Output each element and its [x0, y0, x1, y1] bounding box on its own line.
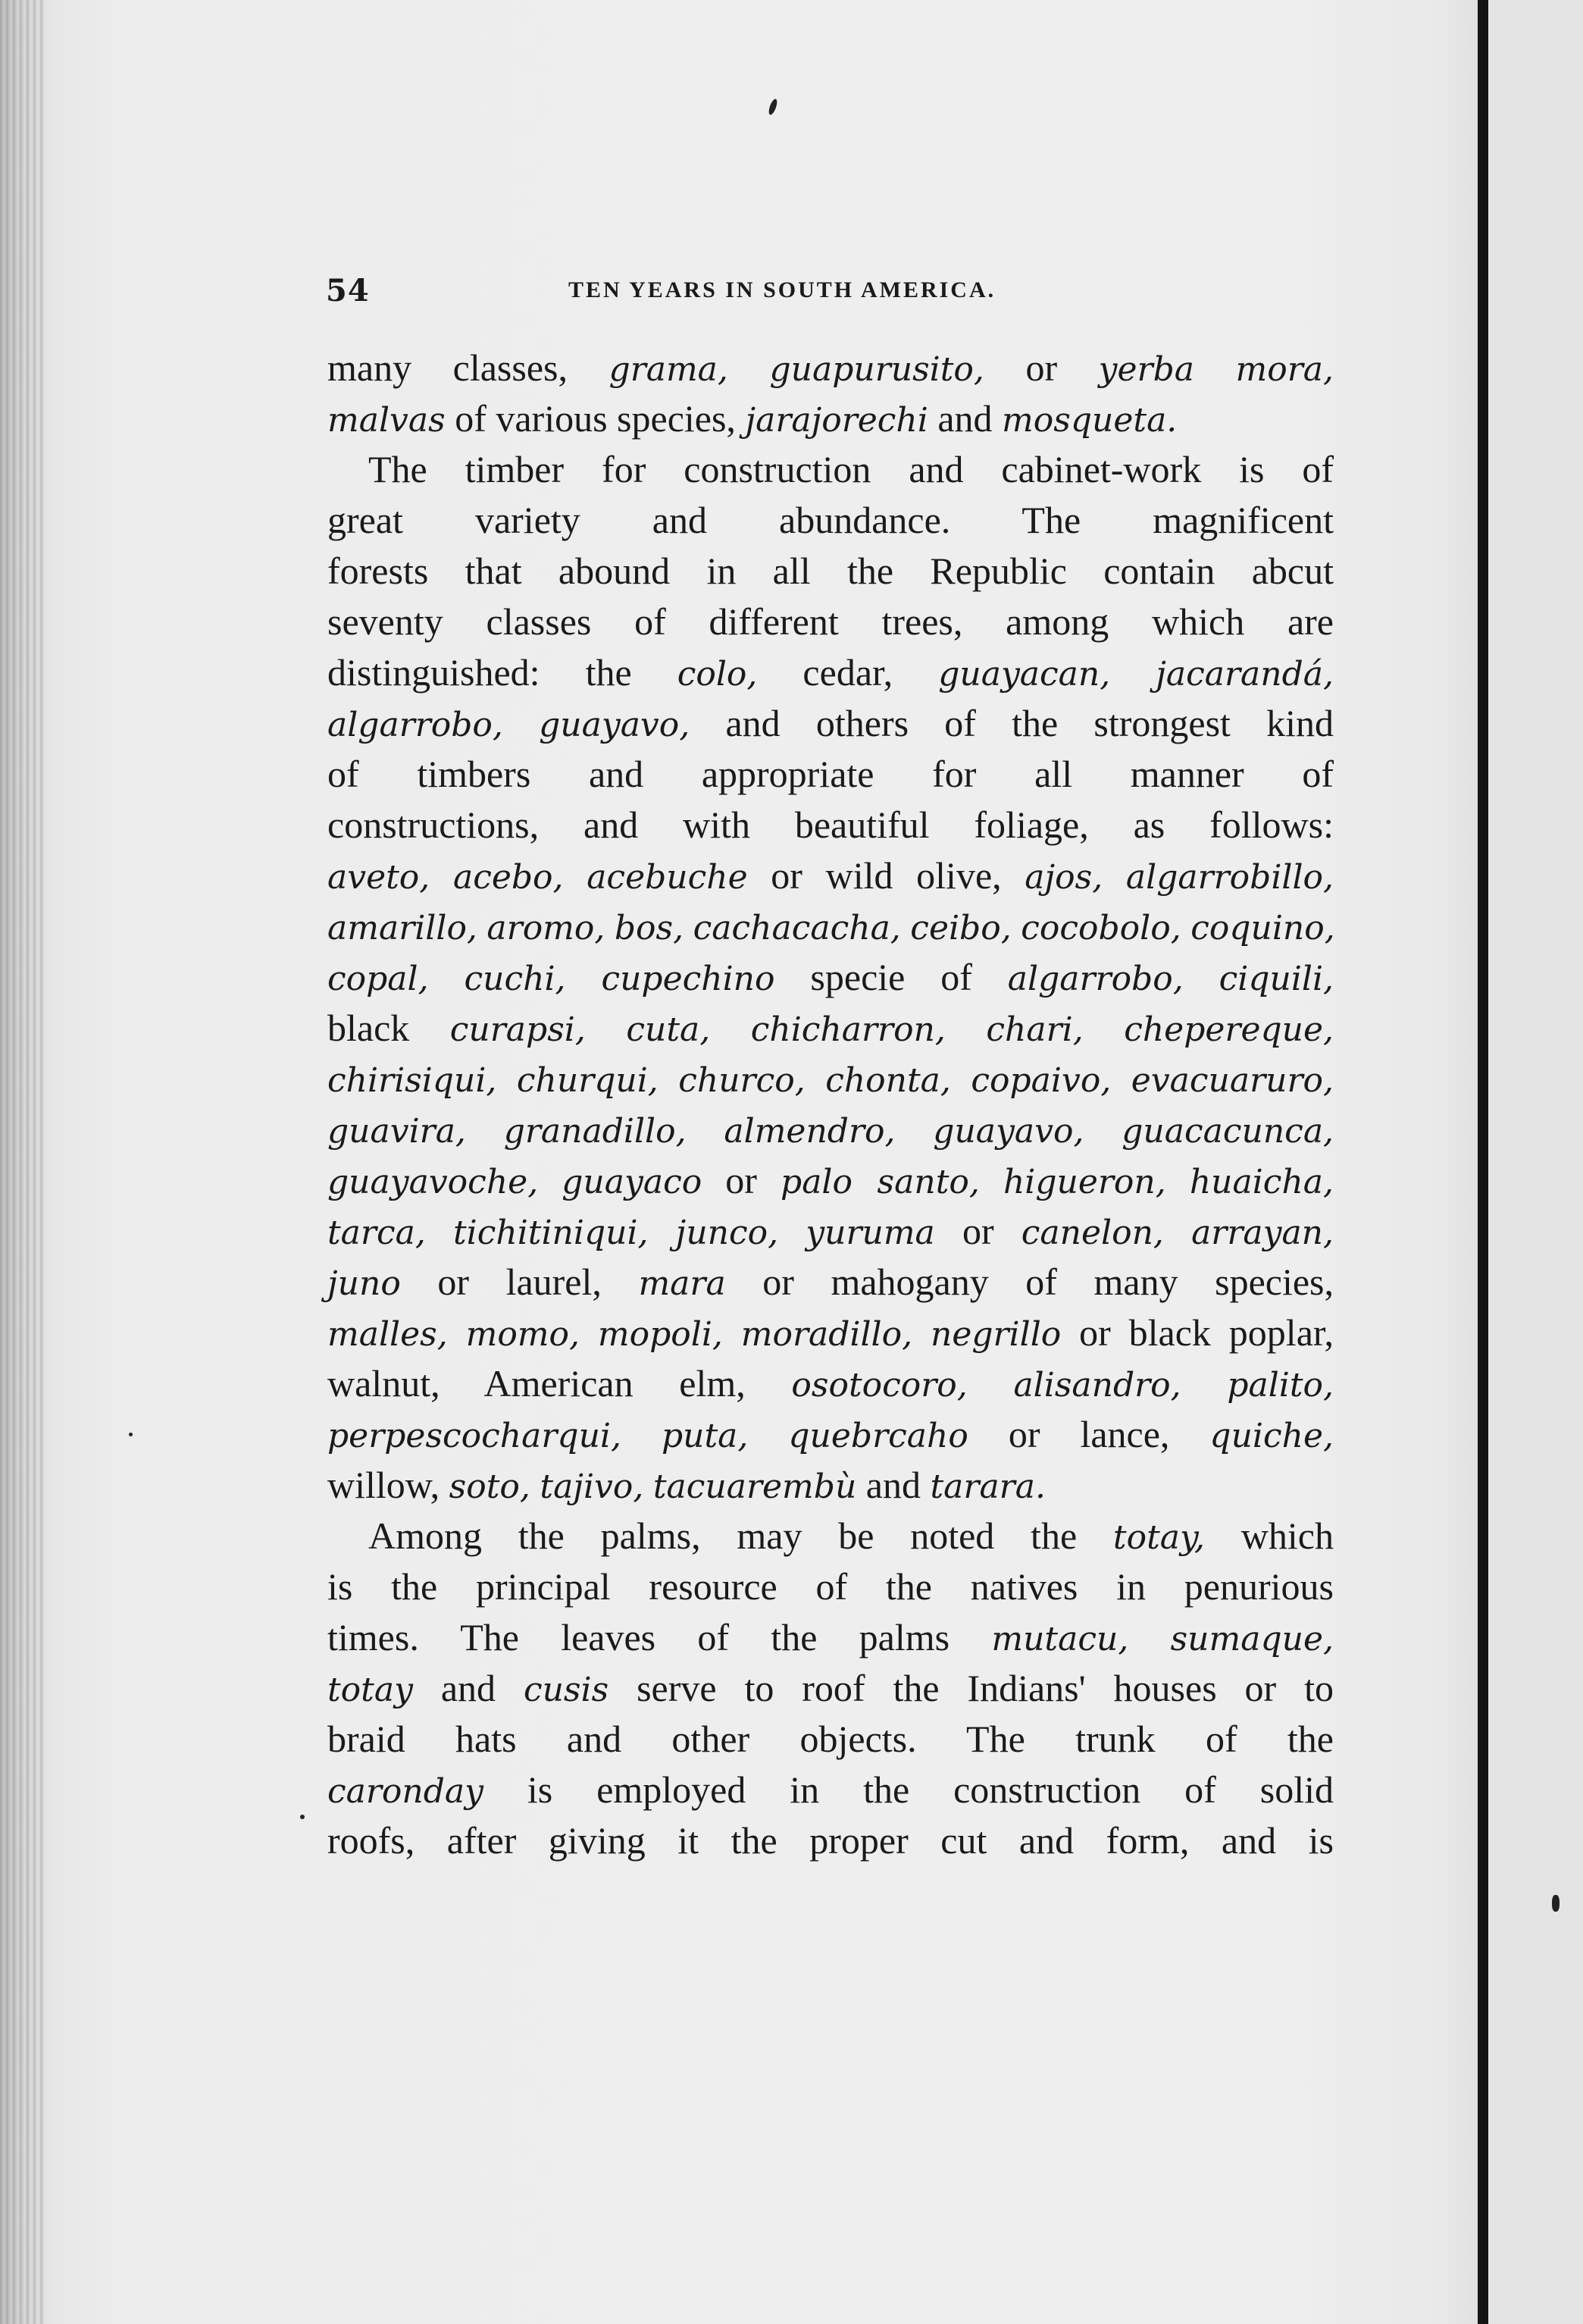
italic-term: jacarandá, [1156, 655, 1334, 694]
italic-term: curapsi, [449, 1010, 586, 1049]
italic-term: tichitiniqui, [452, 1214, 649, 1252]
text-run [951, 1057, 971, 1100]
text-run [895, 1108, 933, 1151]
text-run [1181, 1362, 1228, 1405]
text-run: many classes, [327, 346, 609, 389]
text-run: or laurel, [400, 1261, 639, 1303]
text-line [327, 1561, 1334, 1612]
italic-term: chicharron, [750, 1010, 946, 1049]
italic-term: cupechino [601, 960, 775, 998]
italic-term: quiche, [1209, 1417, 1334, 1455]
italic-term: junco, [675, 1214, 779, 1252]
body-text [327, 343, 1334, 1866]
italic-term: tarara. [930, 1467, 1046, 1506]
ink-speck [1552, 1895, 1560, 1912]
text-run: and [928, 397, 1003, 440]
text-run [968, 1362, 1014, 1405]
text-run [1111, 1057, 1131, 1100]
text-run: or [984, 346, 1099, 389]
text-run [621, 1413, 662, 1455]
text-run [448, 1311, 466, 1354]
text-run: and [412, 1667, 524, 1709]
italic-term: algarrobillo, [1125, 858, 1334, 897]
text-run [564, 854, 587, 897]
text-line [327, 1714, 1334, 1765]
italic-term: juno [327, 1264, 401, 1303]
italic-term: copal, [327, 960, 429, 998]
text-line [327, 393, 1334, 444]
italic-term: algarrobo, [327, 706, 503, 744]
text-run: or wild olive, [747, 854, 1025, 897]
italic-term: aromo, [486, 909, 605, 947]
text-line [327, 698, 1334, 749]
italic-term: algarrobo, [1007, 960, 1184, 998]
italic-term: chonta, [825, 1061, 951, 1100]
text-run: braid hats and other objects. The trunk of the [327, 1718, 1334, 1760]
italic-term: caronday [327, 1772, 483, 1811]
text-run [778, 1210, 806, 1252]
italic-term: totay, [1112, 1518, 1206, 1557]
text-line [327, 800, 1334, 850]
text-run: distinguished: the [327, 651, 677, 694]
text-line [327, 1460, 1334, 1511]
text-run [586, 1007, 627, 1049]
italic-term: soto, [449, 1467, 530, 1506]
text-run [426, 1210, 453, 1252]
text-line [327, 343, 1334, 393]
text-line [327, 1206, 1334, 1257]
italic-term: colo, [677, 655, 758, 694]
text-line [327, 1409, 1334, 1460]
italic-term: yerba [1098, 350, 1194, 389]
text-run: of timbers and appropriate for all manner of [327, 753, 1334, 795]
text-run [901, 905, 911, 947]
text-run [710, 1007, 751, 1049]
text-run: or mahogany of many species, [725, 1261, 1334, 1303]
italic-term: guayavoche, [327, 1163, 539, 1201]
text-run [503, 702, 539, 744]
text-run [1164, 1210, 1191, 1252]
italic-term: bos, [614, 909, 684, 947]
text-run [748, 1413, 788, 1455]
text-run [429, 956, 465, 998]
text-run [643, 1464, 653, 1506]
text-run [1110, 651, 1156, 694]
text-run [1103, 854, 1126, 897]
text-line [327, 901, 1334, 952]
italic-term: palito, [1227, 1366, 1334, 1405]
italic-term: perpescocharqui, [327, 1417, 621, 1455]
text-run: forests that abound in all the Republic contain abcut [327, 550, 1334, 592]
italic-term: cuchi, [464, 960, 566, 998]
text-run [1128, 1616, 1170, 1658]
text-run [477, 905, 487, 947]
text-line [327, 952, 1334, 1003]
italic-term: chirisiqui, [327, 1061, 497, 1100]
italic-term: sumaque, [1170, 1620, 1334, 1658]
text-run [659, 1057, 678, 1100]
text-run: specie of [774, 956, 1008, 998]
text-run: or [934, 1210, 1021, 1252]
running-head: TEN YEARS IN SOUTH AMERICA. [568, 277, 996, 302]
text-run [580, 1311, 598, 1354]
text-run [430, 854, 453, 897]
text-run [1012, 905, 1021, 947]
text-run [496, 1057, 516, 1100]
italic-term: palo santo, [781, 1163, 980, 1201]
text-run: willow, [327, 1464, 449, 1506]
italic-term: canelon, [1021, 1214, 1164, 1252]
text-run [723, 1311, 741, 1354]
italic-term: mutacu, [991, 1620, 1129, 1658]
text-run: is employed in the construction of solid [483, 1768, 1334, 1811]
text-run [538, 1159, 562, 1201]
italic-term: mora, [1235, 350, 1334, 389]
italic-term: momo, [465, 1315, 580, 1354]
text-run: which [1205, 1514, 1334, 1557]
page-number: 54 [326, 273, 370, 309]
text-run [605, 905, 615, 947]
italic-term: ceibo, [910, 909, 1012, 947]
binding-shadow [0, 0, 45, 2324]
text-run: cedar, [757, 651, 939, 694]
text-line [327, 1104, 1334, 1155]
italic-term: cachacacha, [693, 909, 901, 947]
text-line [327, 1003, 1334, 1054]
ink-speck [300, 1815, 305, 1819]
text-run: or lance, [968, 1413, 1210, 1455]
text-run: or [702, 1159, 781, 1201]
text-line [327, 1765, 1334, 1815]
italic-term: mopoli, [597, 1315, 723, 1354]
italic-term: totay [327, 1671, 413, 1709]
facing-page-margin [1488, 0, 1583, 2324]
italic-term: acebo, [452, 858, 564, 897]
text-line [327, 1054, 1334, 1104]
text-run [728, 346, 770, 389]
italic-term: moradillo, [740, 1315, 913, 1354]
text-line [327, 546, 1334, 597]
italic-term: malvas [327, 401, 446, 440]
italic-term: quebrcaho [788, 1417, 968, 1455]
italic-term: almendro, [724, 1112, 896, 1151]
italic-term: arrayan, [1191, 1214, 1334, 1252]
text-run: great variety and abundance. The magnificent [327, 499, 1334, 541]
italic-term: tajivo, [540, 1467, 644, 1506]
text-line [327, 444, 1334, 495]
text-line [327, 1815, 1334, 1866]
italic-term: yuruma [806, 1214, 935, 1252]
page-header [326, 273, 1334, 311]
italic-term: cuta, [626, 1010, 711, 1049]
text-run [912, 1311, 931, 1354]
text-run: black [327, 1007, 450, 1049]
italic-term: negrillo [930, 1315, 1062, 1354]
text-run: is the principal resource of the natives in penurious [327, 1565, 1334, 1608]
text-line [327, 1663, 1334, 1714]
italic-term: tacuarembù [652, 1467, 857, 1506]
text-run: Among the palms, may be noted the [368, 1514, 1113, 1557]
text-run [946, 1007, 987, 1049]
italic-term: osotocoro, [791, 1366, 968, 1405]
text-run [1184, 956, 1219, 998]
text-run [466, 1108, 504, 1151]
text-run [806, 1057, 825, 1100]
italic-term: guayavo, [539, 706, 690, 744]
italic-term: grama, [608, 350, 728, 389]
italic-term: guapurusito, [769, 350, 984, 389]
text-line [327, 1308, 1334, 1358]
italic-term: cusis [523, 1671, 609, 1709]
italic-term: cocobolo, [1021, 909, 1181, 947]
text-run [1166, 1159, 1190, 1201]
text-run: The timber for construction and cabinet-work is of [368, 448, 1334, 490]
italic-term: acebuche [587, 858, 748, 897]
text-run: times. The leaves of the palms [327, 1616, 992, 1658]
italic-term: guayaco [562, 1163, 702, 1201]
italic-term: puta, [661, 1417, 749, 1455]
text-line [327, 749, 1334, 800]
text-line [327, 647, 1334, 698]
text-run [1084, 1108, 1122, 1151]
italic-term: chepereque, [1124, 1010, 1334, 1049]
italic-term: aveto, [327, 858, 430, 897]
text-line [327, 597, 1334, 647]
text-run: and others of the strongest kind [690, 702, 1334, 744]
text-run: of various species, [445, 397, 746, 440]
text-run [687, 1108, 724, 1151]
italic-term: jarajorechi [745, 401, 928, 440]
text-run [566, 956, 602, 998]
text-run: and [856, 1464, 931, 1506]
italic-term: ciquili, [1219, 960, 1334, 998]
text-run: walnut, American elm, [327, 1362, 792, 1405]
italic-term: guavira, [327, 1112, 466, 1151]
text-run: constructions, and with beautiful foliage, as follows: [327, 803, 1334, 846]
page-edge-shadow [1478, 0, 1488, 2324]
text-run [1084, 1007, 1125, 1049]
italic-term: evacuaruro, [1131, 1061, 1334, 1100]
text-line [327, 1612, 1334, 1663]
italic-term: granadillo, [503, 1112, 687, 1151]
text-run: seventy classes of different trees, among which are [327, 600, 1334, 643]
text-run: or black poplar, [1061, 1311, 1334, 1354]
italic-term: guacacunca, [1122, 1112, 1334, 1151]
italic-term: churqui, [516, 1061, 659, 1100]
text-line [327, 1511, 1334, 1561]
text-line [327, 495, 1334, 546]
text-run [1181, 905, 1191, 947]
text-run [684, 905, 693, 947]
text-run [980, 1159, 1003, 1201]
italic-term: alisandro, [1013, 1366, 1181, 1405]
text-line [327, 1257, 1334, 1308]
text-line [327, 1155, 1334, 1206]
text-line [327, 1358, 1334, 1409]
italic-term: guayavo, [933, 1112, 1084, 1151]
italic-term: huaicha, [1189, 1163, 1334, 1201]
ink-speck [129, 1433, 133, 1436]
text-run [1194, 346, 1236, 389]
italic-term: guayacan, [938, 655, 1111, 694]
text-line [327, 850, 1334, 901]
italic-term: tarca, [327, 1214, 426, 1252]
italic-term: churco, [678, 1061, 806, 1100]
text-run [530, 1464, 540, 1506]
italic-term: malles, [327, 1315, 448, 1354]
text-run: roofs, after giving it the proper cut and form, and is [327, 1819, 1334, 1862]
italic-term: amarillo, [327, 909, 477, 947]
italic-term: chari, [986, 1010, 1084, 1049]
italic-term: mosqueta. [1002, 401, 1178, 440]
ink-speck [767, 98, 778, 115]
italic-term: mara [638, 1264, 726, 1303]
italic-term: coquino, [1190, 909, 1335, 947]
italic-term: higueron, [1003, 1163, 1166, 1201]
text-run [649, 1210, 676, 1252]
text-run: serve to roof the Indians' houses or to [608, 1667, 1334, 1709]
italic-term: ajos, [1025, 858, 1103, 897]
italic-term: copaivo, [971, 1061, 1112, 1100]
